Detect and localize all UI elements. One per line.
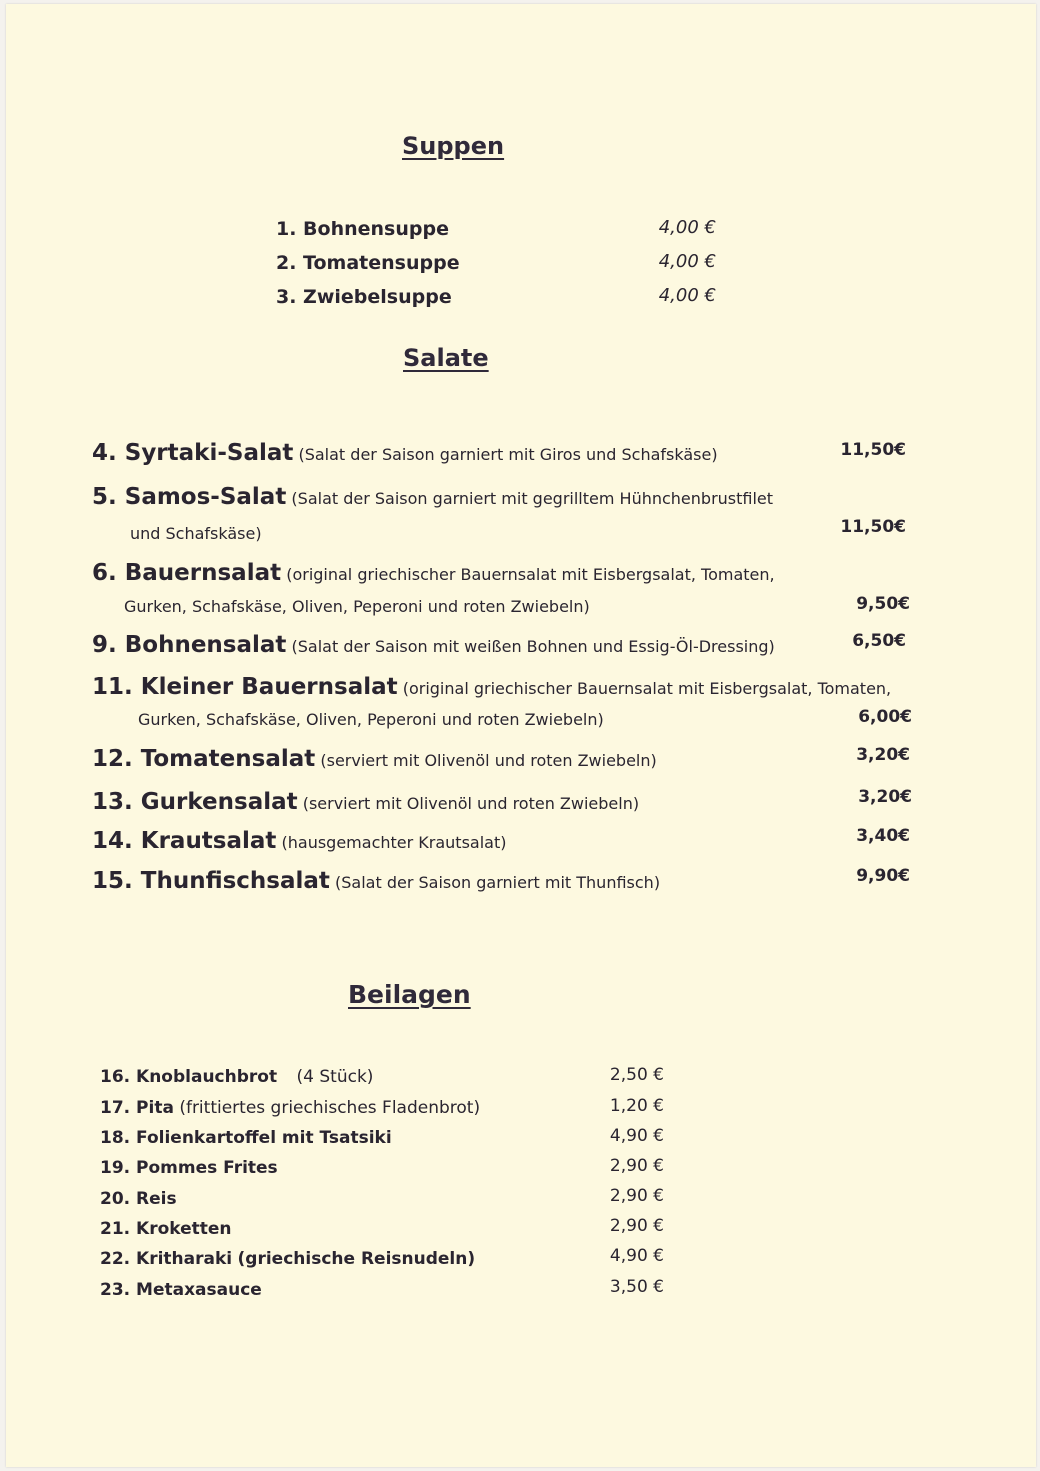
menu-item-name: 21. Kroketten <box>100 1219 232 1239</box>
menu-item <box>100 1249 475 1269</box>
section-title-suppen: Suppen <box>402 132 505 160</box>
menu-item <box>92 674 891 700</box>
menu-item-description: (serviert mit Olivenöl und roten Zwiebeln) <box>320 751 657 770</box>
menu-item-price: 3,20€ <box>856 745 910 765</box>
menu-page <box>6 4 1036 1467</box>
menu-item <box>92 560 775 586</box>
menu-item-price: 4,90 € <box>609 1246 664 1266</box>
menu-item-name: 3. Zwiebelsuppe <box>276 286 452 308</box>
menu-item-name: 11. Kleiner Bauernsalat <box>92 674 398 700</box>
menu-item <box>92 789 639 815</box>
menu-item-name: 12. Tomatensalat <box>92 746 316 772</box>
menu-item-price: 11,50€ <box>840 517 906 537</box>
menu-item-note: (4 Stück) <box>296 1067 374 1087</box>
menu-item <box>100 1067 373 1087</box>
menu-item <box>92 484 773 510</box>
menu-item-name: 2. Tomatensuppe <box>276 252 460 274</box>
menu-item-name: 16. Knoblauchbrot <box>100 1067 278 1087</box>
menu-item <box>92 632 775 658</box>
menu-item-price: 2,90 € <box>609 1186 664 1206</box>
menu-item-price: 4,00 € <box>658 217 716 238</box>
menu-item-description: (Salat der Saison mit weißen Bohnen und Essig-Öl-Dressing) <box>291 637 775 656</box>
menu-item-description: (hausgemachter Krautsalat) <box>281 833 507 852</box>
menu-item <box>100 1189 177 1209</box>
menu-item <box>92 868 660 894</box>
menu-item-price: 2,90 € <box>609 1156 664 1176</box>
menu-item <box>100 1128 392 1148</box>
menu-item-note: (griechische Reisnudeln) <box>237 1249 476 1269</box>
menu-item-name: 22. Kritharaki <box>100 1249 233 1269</box>
menu-item-description: (original griechischer Bauernsalat mit Eisbergsalat, Tomaten, <box>402 679 892 698</box>
menu-item-description: (serviert mit Olivenöl und roten Zwiebeln) <box>302 794 640 813</box>
menu-item-price: 3,50 € <box>609 1277 664 1297</box>
menu-item <box>100 1219 232 1239</box>
menu-item-description-cont: Gurken, Schafskäse, Oliven, Peperoni und roten Zwiebeln) <box>124 597 590 616</box>
menu-item-name: 1. Bohnensuppe <box>276 218 449 240</box>
menu-item-name: 9. Bohnensalat <box>92 632 287 658</box>
menu-item-price: 11,50€ <box>840 440 906 460</box>
menu-item-name: 15. Thunfischsalat <box>92 868 330 894</box>
menu-item-price: 1,20 € <box>609 1096 664 1116</box>
section-title-beilagen: Beilagen <box>348 980 471 1009</box>
menu-item-price: 9,90€ <box>856 866 910 886</box>
menu-item-price: 2,50 € <box>609 1065 664 1085</box>
menu-item-description-cont: Gurken, Schafskäse, Oliven, Peperoni und roten Zwiebeln) <box>138 710 604 729</box>
menu-item-name: 6. Bauernsalat <box>92 560 282 586</box>
menu-item-price: 2,90 € <box>609 1216 664 1236</box>
menu-item-name: 23. Metaxasauce <box>100 1280 262 1300</box>
menu-item <box>92 746 657 772</box>
menu-item-name: 19. Pommes Frites <box>100 1158 278 1178</box>
menu-item-description: (Salat der Saison garniert mit gegrilltem Hühnchenbrustfilet <box>291 489 774 508</box>
menu-item-price: 6,50€ <box>852 631 906 651</box>
menu-item-price: 3,20€ <box>858 787 912 807</box>
menu-item-name: 14. Krautsalat <box>92 828 277 854</box>
menu-item-price: 6,00€ <box>858 707 912 727</box>
menu-item-price: 4,00 € <box>658 251 716 272</box>
menu-item-name: 4. Syrtaki-Salat <box>92 440 294 466</box>
menu-item-description-cont: und Schafskäse) <box>130 524 262 543</box>
menu-item <box>100 1158 278 1178</box>
menu-item-description: (Salat der Saison garniert mit Giros und Schafskäse) <box>298 445 718 464</box>
menu-item-price: 4,00 € <box>658 285 716 306</box>
menu-item-price: 9,50€ <box>856 594 910 614</box>
section-title-salate: Salate <box>403 344 489 372</box>
menu-item-note: (frittiertes griechisches Fladenbrot) <box>179 1098 481 1118</box>
menu-item-description: (Salat der Saison garniert mit Thunfisch) <box>335 873 661 892</box>
menu-item <box>92 828 506 854</box>
menu-item <box>92 440 718 466</box>
menu-item-name: 20. Reis <box>100 1189 177 1209</box>
menu-item-name: 18. Folienkartoffel mit Tsatsiki <box>100 1128 392 1148</box>
menu-item-price: 3,40€ <box>856 826 910 846</box>
menu-item <box>100 1280 262 1300</box>
menu-item-name: 17. Pita <box>100 1098 174 1118</box>
menu-item-name: 13. Gurkensalat <box>92 789 298 815</box>
menu-item-name: 5. Samos-Salat <box>92 484 287 510</box>
menu-item <box>100 1098 480 1118</box>
menu-item-description: (original griechischer Bauernsalat mit Eisbergsalat, Tomaten, <box>286 565 775 584</box>
menu-item-price: 4,90 € <box>609 1126 664 1146</box>
